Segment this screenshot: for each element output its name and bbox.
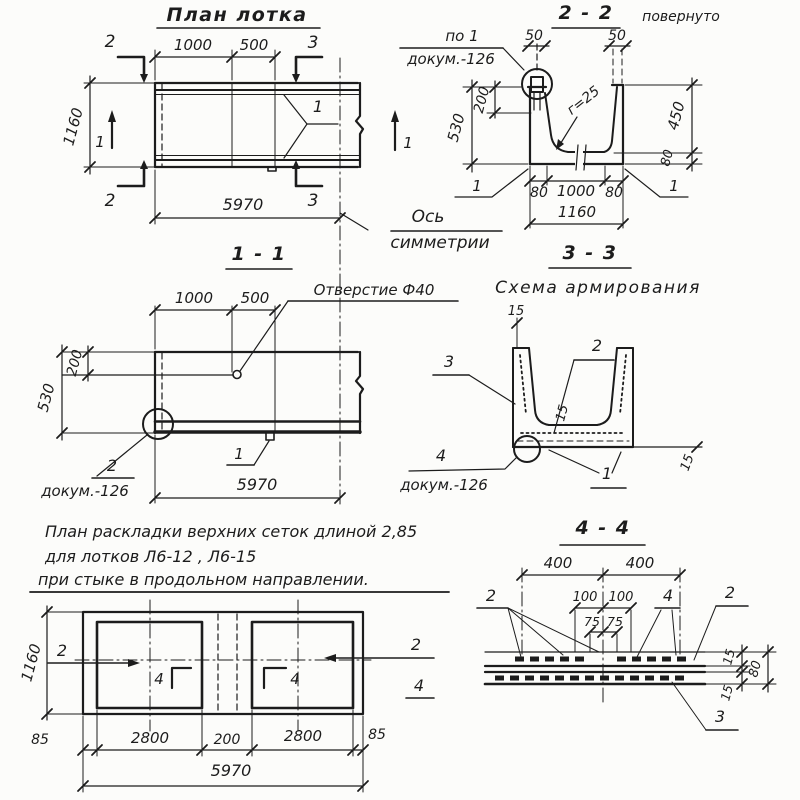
plan-dimensions [60, 36, 345, 224]
plan-callout-1: 1 [312, 97, 324, 116]
plan-dim-1000: 1000 [173, 36, 213, 54]
sec11-doc: докум.-126 [41, 482, 129, 500]
layout-dim-ticks [42, 607, 368, 791]
sec33-subtitle: Схема армирования [495, 278, 701, 298]
sec11-detail-circle [143, 409, 173, 439]
plan-dim-5970: 5970 [222, 195, 264, 214]
plan-section-marks [95, 32, 413, 211]
layout-dim-200: 200 [213, 732, 241, 748]
sec44-dim-100-left: 100 [572, 590, 598, 605]
sec22-dim-ticks [467, 41, 697, 229]
sec11-dim-530: 530 [33, 381, 59, 414]
sec11-dim-5970: 5970 [236, 475, 278, 494]
view-plan-lotka [60, 4, 413, 224]
layout-mark-4-inner-left: 4 [154, 670, 164, 688]
sec44-mark-2-left: 2 [485, 586, 497, 605]
layout-mark-4-inner-right: 4 [290, 670, 300, 688]
note-line-2: для лотков Л6-12 , Л6-15 [45, 547, 257, 566]
view-section-1-1 [34, 243, 458, 503]
note-line-1: План раскладки верхних сеток длиной 2,85 [45, 522, 418, 541]
layout-dim-2800-right: 2800 [283, 727, 323, 745]
sec11-outline [62, 306, 363, 440]
sec44-mark-4: 4 [662, 586, 674, 605]
sec44-dim-75-right: 75 [607, 614, 623, 629]
sec44-mark-2-right: 2 [724, 583, 736, 602]
sec22-dim-530: 530 [443, 111, 469, 144]
layout-section-marks [48, 635, 434, 698]
sec44-dim-100-right: 100 [608, 590, 634, 605]
sec22-dim-1160: 1160 [557, 203, 597, 221]
plan-mark-1-right: 1 [403, 134, 413, 152]
sec33-dim-ticks [512, 318, 702, 452]
sec22-title: 2 - 2 [558, 2, 614, 24]
sec44-title: 4 - 4 [575, 517, 631, 539]
layout-dim-2800-left: 2800 [130, 729, 170, 747]
sec11-title: 1 - 1 [231, 243, 287, 265]
sec11-dim-200: 200 [63, 347, 87, 378]
sec22-doc: докум.-126 [407, 50, 495, 68]
sec33-dim-15-right: 15 [677, 452, 698, 474]
sec11-mark-2: 2 [106, 456, 118, 475]
axis-label-line1: Ось [411, 207, 445, 227]
sec33-dim-15-mid: 15 [553, 403, 573, 424]
sec33-dim-15-top: 15 [507, 304, 525, 319]
sec33-rebar-right [620, 355, 626, 414]
plan-outline [155, 83, 363, 171]
sec33-detail-circle [514, 436, 540, 462]
plan-dim-ticks [85, 52, 345, 223]
layout-dim-5970: 5970 [210, 761, 252, 780]
sec22-dim-450: 450 [663, 99, 689, 132]
sec22-dim-50-left: 50 [525, 28, 543, 44]
plan-dim-500: 500 [239, 36, 269, 54]
layout-dim-85-left: 85 [31, 732, 49, 748]
view-layout-plan [18, 600, 434, 792]
sec22-mark-1-right: 1 [669, 177, 679, 195]
sec44-dim-400-left: 400 [543, 554, 573, 572]
view-section-2-2 [400, 2, 720, 229]
sec11-dimensions [34, 289, 345, 503]
plan-mark-3-bottom: 3 [307, 191, 319, 211]
sec44-geometry [485, 652, 705, 684]
view-section-3-3 [399, 242, 702, 494]
plan-dim-1160: 1160 [59, 105, 87, 148]
layout-dim-1160: 1160 [17, 641, 45, 684]
layout-mark-2-left: 2 [56, 641, 68, 660]
sec44-mark-3: 3 [714, 707, 726, 726]
sec33-mark-1: 1 [601, 464, 613, 483]
sec33-mark-3: 3 [443, 352, 455, 371]
plan-mark-1-left: 1 [95, 133, 105, 151]
sec22-dim-50-right: 50 [608, 28, 626, 44]
layout-outline [75, 600, 371, 731]
layout-mark-4-right: 4 [413, 676, 425, 695]
sec44-dim-400-right: 400 [625, 554, 655, 572]
plan-mark-2-top: 2 [104, 32, 116, 52]
layout-mark-2-right: 2 [410, 635, 422, 654]
sec44-dim-15-bottom: 15 [717, 683, 736, 703]
axis-label-line2: симметрии [390, 233, 490, 253]
sec11-dim-1000: 1000 [174, 289, 214, 307]
note-block [30, 522, 449, 592]
plan-part-callout [284, 95, 338, 158]
sec22-dim-80-right: 80 [658, 148, 678, 169]
layout-dim-85-right: 85 [368, 727, 386, 743]
sec33-geometry [513, 348, 702, 447]
sec44-dim-15-top: 15 [719, 647, 738, 667]
sec11-mark-1: 1 [234, 445, 244, 463]
plan-title: План лотка [166, 4, 308, 26]
sec44-dim-80: 80 [746, 659, 766, 680]
sec44-dim-75-left: 75 [584, 614, 600, 629]
sec22-detail-circle [522, 69, 552, 99]
sec33-mark-4: 4 [435, 446, 447, 465]
sec22-dim-80-bl: 80 [530, 185, 548, 201]
sec11-hole-note: Отверстие Ф40 [313, 281, 435, 299]
sec33-rebar-left [520, 355, 526, 414]
sec22-dim-200: 200 [470, 84, 494, 115]
sec33-doc: докум.-126 [400, 476, 488, 494]
sec33-title: 3 - 3 [562, 242, 618, 264]
sec11-hole-point [233, 371, 241, 379]
view-section-4-4 [477, 517, 776, 730]
sec22-dim-radius: г=25 [564, 83, 604, 119]
sec11-dim-500: 500 [240, 289, 270, 307]
sec22-mark-1-left: 1 [472, 177, 482, 195]
sec33-mark-2: 2 [591, 336, 603, 355]
note-line-3: при стыке в продольном направлении. [38, 570, 369, 589]
sec22-radius-note [556, 83, 603, 150]
sec22-dim-80-br: 80 [605, 185, 623, 201]
plan-mark-3-top: 3 [307, 33, 319, 53]
sec22-dim-1000: 1000 [556, 182, 596, 200]
plan-mark-2-bottom: 2 [104, 191, 116, 211]
sec22-po1: по 1 [445, 27, 479, 45]
sec22-rotated-note: повернуто [642, 9, 720, 25]
